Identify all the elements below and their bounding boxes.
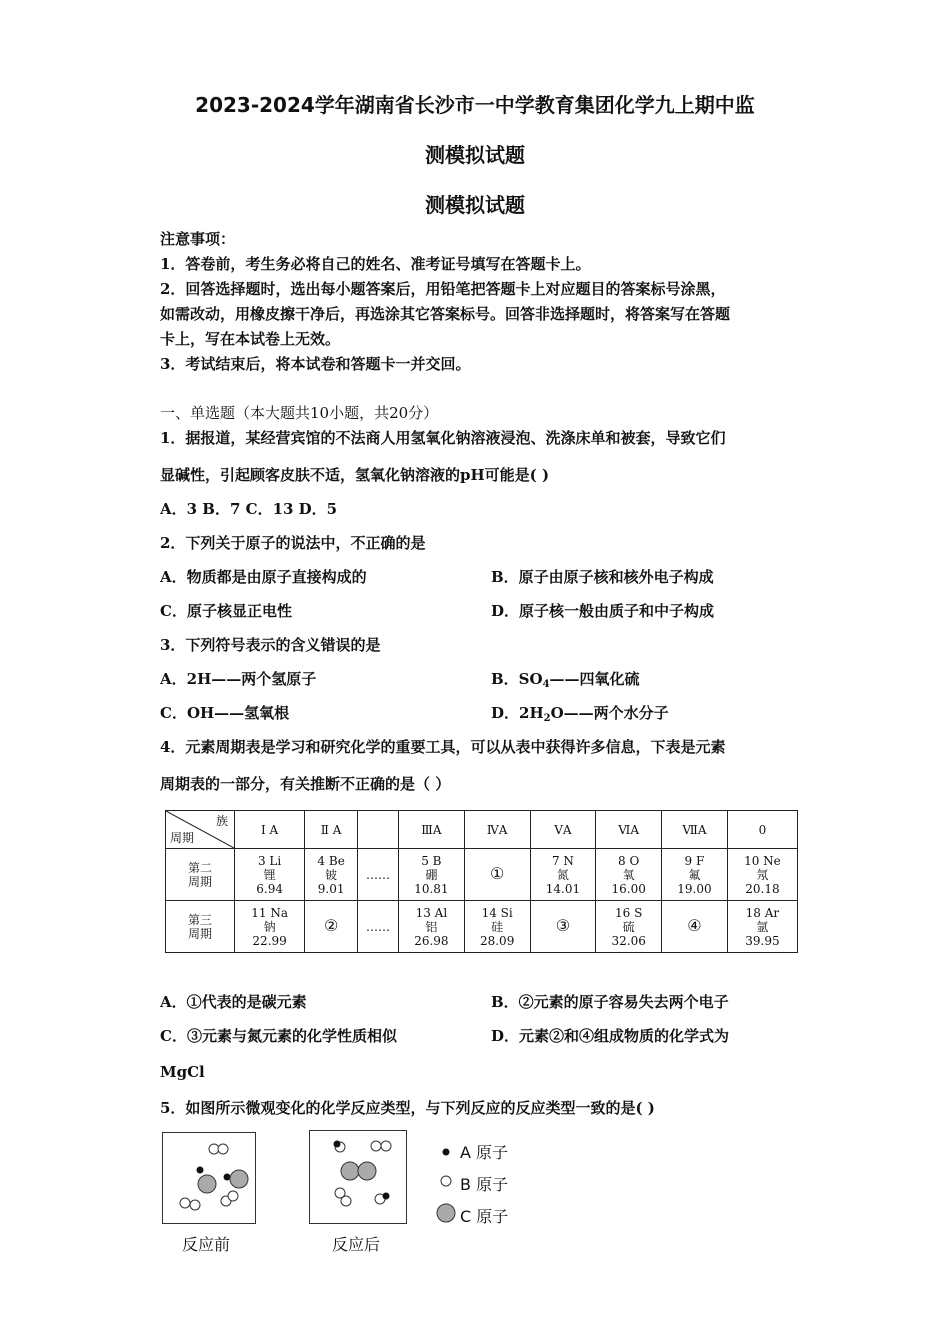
element-cell: 4 Be 铍 9.01 <box>305 849 358 901</box>
legend-c-atom: C 原子 <box>460 1207 509 1226</box>
element-cell: …… <box>358 849 399 901</box>
q3-stem: 3．下列符号表示的含义错误的是 <box>160 636 381 654</box>
q1-options: A．3 B．7 C．13 D．5 <box>160 500 338 518</box>
group-header: Ⅰ A <box>235 811 305 849</box>
q4-option-d: D．元素②和④组成物质的化学式为 <box>491 1027 730 1045</box>
q2-option-c: C．原子核显正电性 <box>160 602 292 620</box>
element-cell: …… <box>358 901 399 953</box>
element-cell: ④ <box>662 901 728 953</box>
notice-item: 如需改动，用橡皮擦干净后，再选涂其它答案标号。回答非选择题时，将答案写在答题 <box>160 305 731 323</box>
element-cell: 7 N 氮 14.01 <box>530 849 596 901</box>
period-label: 第三 周期 <box>166 901 235 953</box>
q4-stem-cont: 周期表的一部分，有关推断不正确的是（ ） <box>160 775 451 793</box>
q3-option-c: C．OH——氢氧根 <box>160 704 290 722</box>
q2-option-d: D．原子核一般由质子和中子构成 <box>491 602 715 620</box>
group-header: Ⅱ A <box>305 811 358 849</box>
period-row <box>166 901 798 953</box>
q4-option-d-cont: MgCl <box>160 1063 205 1081</box>
element-cell: ② <box>305 901 358 953</box>
q4-option-a: A．①代表的是碳元素 <box>160 993 307 1011</box>
group-header: ⅥA <box>596 811 662 849</box>
period-row <box>166 849 798 901</box>
molecule-diagram-before <box>163 1133 255 1223</box>
q2-option-a: A．物质都是由原子直接构成的 <box>160 568 367 586</box>
molecule-diagram-after <box>310 1131 406 1223</box>
q2-stem: 2．下列关于原子的说法中，不正确的是 <box>160 534 426 552</box>
reaction-after-diagram <box>309 1130 407 1224</box>
notice-item: 卡上，写在本试卷上无效。 <box>160 330 341 348</box>
section-heading: 一、单选题（本大题共10小题，共20分） <box>160 404 439 422</box>
element-cell: 9 F 氟 19.00 <box>662 849 728 901</box>
legend-a-atom: A 原子 <box>460 1143 509 1162</box>
q1-stem: 1．据报道，某经营宾馆的不法商人用氢氧化钠溶液浸泡、洗涤床单和被套，导致它们 <box>160 429 726 447</box>
q5-stem: 5．如图所示微观变化的化学反应类型，与下列反应的反应类型一致的是( ) <box>160 1099 655 1117</box>
q4-stem: 4．元素周期表是学习和研究化学的重要工具，可以从表中获得许多信息，下表是元素 <box>160 738 726 756</box>
group-header <box>358 811 399 849</box>
after-caption: 反应后 <box>332 1235 381 1254</box>
q2-option-b: B．原子由原子核和核外电子构成 <box>491 568 714 586</box>
legend-b-atom: B 原子 <box>460 1175 509 1194</box>
element-cell: 11 Na 钠 22.99 <box>235 901 305 953</box>
q4-option-c: C．③元素与氮元素的化学性质相似 <box>160 1027 397 1045</box>
element-cell: 14 Si 硅 28.09 <box>464 901 530 953</box>
element-cell: 8 O 氧 16.00 <box>596 849 662 901</box>
before-caption: 反应前 <box>182 1235 231 1254</box>
notice-item: 1．答卷前，考生务必将自己的姓名、准考证号填写在答题卡上。 <box>160 255 591 273</box>
q3-option-b: B．$SO_4——$四氧化硫 <box>491 670 640 690</box>
title-line-1: 2023-2024学年湖南省长沙市一中学教育集团化学九上期中监 <box>195 93 755 117</box>
notice-item: 3．考试结束后，将本试卷和答题卡一并交回。 <box>160 355 471 373</box>
q3-option-d: D．$2H_2O——$两个水分子 <box>491 704 669 724</box>
q1-stem-cont: 显碱性，引起顾客皮肤不适，氢氧化钠溶液的pH可能是( ) <box>160 466 550 484</box>
q3-option-a: A．2H——两个氢原子 <box>160 670 317 688</box>
element-cell: 10 Ne 氖 20.18 <box>727 849 797 901</box>
group-header: ⅣA <box>464 811 530 849</box>
element-cell: 5 B 硼 10.81 <box>399 849 465 901</box>
title-line-2: 测模拟试题 <box>425 143 525 167</box>
period-label: 第二 周期 <box>166 849 235 901</box>
element-cell: ③ <box>530 901 596 953</box>
element-cell: ① <box>464 849 530 901</box>
table-corner: 族 周期 <box>166 811 235 849</box>
notice-item: 2．回答选择题时，选出每小题答案后，用铅笔把答题卡上对应题目的答案标号涂黑， <box>160 280 726 298</box>
q4-option-b: B．②元素的原子容易失去两个电子 <box>491 993 729 1011</box>
element-cell: 16 S 硫 32.06 <box>596 901 662 953</box>
group-header: ⅢA <box>399 811 465 849</box>
reaction-before-diagram <box>162 1132 256 1224</box>
element-cell: 13 Al 铝 26.98 <box>399 901 465 953</box>
group-header: 0 <box>727 811 797 849</box>
notice-heading: 注意事项： <box>160 230 236 248</box>
element-cell: 3 Li 锂 6.94 <box>235 849 305 901</box>
legend-symbols <box>433 1140 459 1226</box>
group-header: ⅦA <box>662 811 728 849</box>
periodic-table <box>165 810 798 953</box>
element-cell: 18 Ar 氩 39.95 <box>727 901 797 953</box>
group-header: ⅤA <box>530 811 596 849</box>
title-line-3: 测模拟试题 <box>425 193 525 217</box>
